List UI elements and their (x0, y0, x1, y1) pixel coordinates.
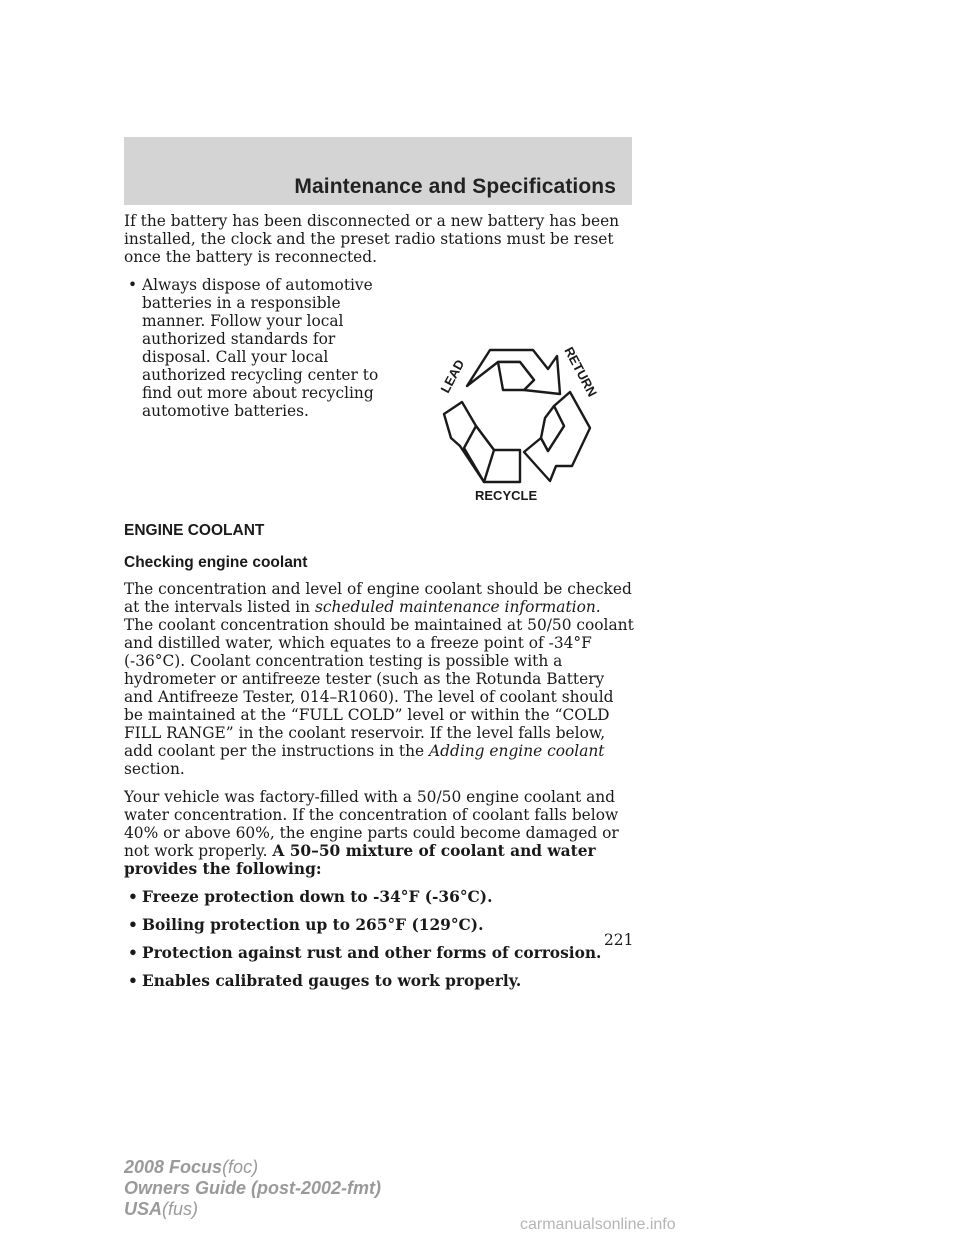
footer-market: USA (124, 1199, 163, 1219)
page-number: 221 (604, 931, 634, 949)
bullet-dot: • (128, 888, 138, 906)
site-watermark: carmanualsonline.info (520, 1216, 676, 1233)
checking-coolant-subheading: Checking engine coolant (124, 554, 308, 571)
engine-coolant-heading: ENGINE COOLANT (124, 522, 265, 539)
battery-disposal-bullet (124, 276, 402, 420)
coolant-check-paragraph (124, 580, 634, 778)
bullet-dot: • (128, 944, 138, 962)
coolant-benefit-item (124, 916, 634, 934)
text-run: section. (124, 760, 185, 778)
benefit-text: Freeze protection down to -34°F (-36°C). (142, 888, 493, 906)
lead-label: LEAD (437, 357, 468, 396)
text-run: The coolant concentration should be maintained at 50/50 coolant and distilled water, which equates to a freeze point of -34°F (-36°C). Coolant concentration testing is possible with a hydrometer or antifreeze tester (such as the Rotunda Battery and Antifreeze Tester, 014–R1060). The level of coolant should be maintained at the “FULL COLD” level or within the “COLD FILL RANGE” in the coolant reservoir. If the level falls below, add coolant per the instructions in the (124, 616, 634, 760)
battery-disposal-text: Always dispose of automotive batteries in a responsible manner. Follow your local authorized standards for disposal. Call your local authorized recycling center to find out more about recycling automotive batteries. (142, 276, 379, 420)
bullet-dot: • (128, 916, 138, 934)
footer-model: 2008 Focus (124, 1157, 223, 1177)
return-label: RETURN (561, 344, 601, 400)
battery-disposal-row (124, 276, 634, 503)
section-title: Maintenance and Specifications (294, 175, 616, 198)
coolant-mixture-paragraph (124, 788, 634, 878)
mixture-benefits-lead: A 50–50 mixture of coolant and water provides the following: (124, 842, 596, 878)
coolant-benefit-item (124, 972, 634, 990)
section-header-band (124, 137, 632, 205)
footer-market-code: (fus) (162, 1199, 199, 1219)
text-run: The concentration and level of engine coolant should be checked at the intervals listed in (124, 580, 632, 616)
benefit-text: Protection against rust and other forms of corrosion. (142, 944, 602, 962)
scheduled-maintenance-link[interactable]: scheduled maintenance information. (314, 598, 601, 616)
footer-line-model (124, 1157, 381, 1178)
battery-reset-paragraph: If the battery has been disconnected or a new battery has been installed, the clock and the preset radio stations must be reset once the battery is reconnected. (124, 212, 620, 266)
coolant-benefit-item (124, 888, 634, 906)
footer-line-guide: Owners Guide (post-2002-fmt) (124, 1178, 382, 1198)
recycle-arrows-icon (424, 276, 614, 508)
benefit-text: Boiling protection up to 265°F (129°C). (142, 916, 484, 934)
footer-line-market (124, 1199, 381, 1220)
bullet-dot: • (128, 276, 138, 294)
text-run: Your vehicle was factory-filled with a 50/50 engine coolant and water concentration. If the concentration of coolant falls below 40% or above 60%, the engine parts could become damaged or not work properly. (124, 788, 619, 860)
page-body (124, 212, 634, 990)
bullet-dot: • (128, 972, 138, 990)
document-footer (124, 1157, 381, 1220)
recycle-label: RECYCLE (475, 488, 538, 503)
benefit-text: Enables calibrated gauges to work properly. (142, 972, 522, 990)
footer-model-code: (foc) (222, 1157, 259, 1177)
adding-coolant-link[interactable]: Adding engine coolant (429, 742, 605, 760)
coolant-benefit-item (124, 944, 634, 962)
